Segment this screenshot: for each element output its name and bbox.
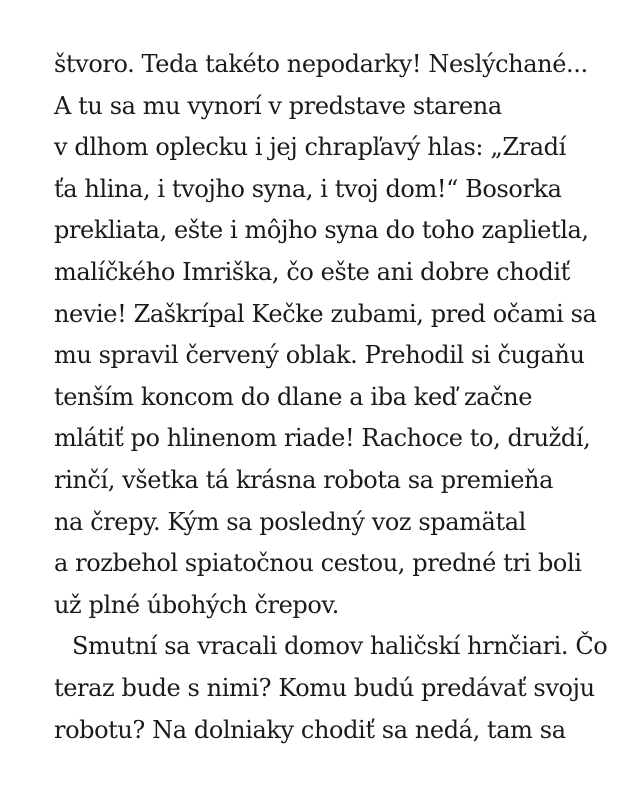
text-line: v dlhom oplecku i jej chrapľavý hlas: „Zradí — [54, 133, 566, 162]
body-text — [54, 44, 614, 751]
text-line: štvoro. Teda takéto nepodarky! Neslýchané... — [54, 50, 588, 78]
text-line: tenším koncom do dlane a iba keď začne — [54, 382, 532, 411]
text-line: prekliata, ešte i môjho syna do toho zaplietla, — [54, 216, 589, 245]
text-line: už plné úbohých črepov. — [54, 590, 339, 619]
text-line: teraz bude s nimi? Komu budú predávať svoju — [54, 673, 595, 702]
text-line: nevie! Zaškrípal Kečke zubami, pred očami sa — [54, 299, 597, 328]
text-line: na črepy. Kým sa posledný voz spamätal — [54, 507, 526, 536]
text-line: mlátiť po hlinenom riade! Rachoce to, druždí, — [54, 424, 591, 453]
text-line: rinčí, všetka tá krásna robota sa premieňa — [54, 465, 554, 494]
text-line: robotu? Na dolniaky chodiť sa nedá, tam sa — [54, 715, 566, 744]
text-line: malíčkého Imriška, čo ešte ani dobre chodiť — [54, 257, 570, 286]
text-line: A tu sa mu vynorí v predstave starena — [54, 91, 502, 120]
text-line: mu spravil červený oblak. Prehodil si čugaňu — [54, 341, 585, 370]
text-line: ťa hlina, i tvojho syna, i tvoj dom!“ Bosorka — [54, 174, 562, 203]
paragraph-first-line: Smutní sa vracali domov haličskí hrnčiari. Čo — [72, 632, 608, 661]
text-line: a rozbehol spiatočnou cestou, predné tri boli — [54, 549, 582, 578]
